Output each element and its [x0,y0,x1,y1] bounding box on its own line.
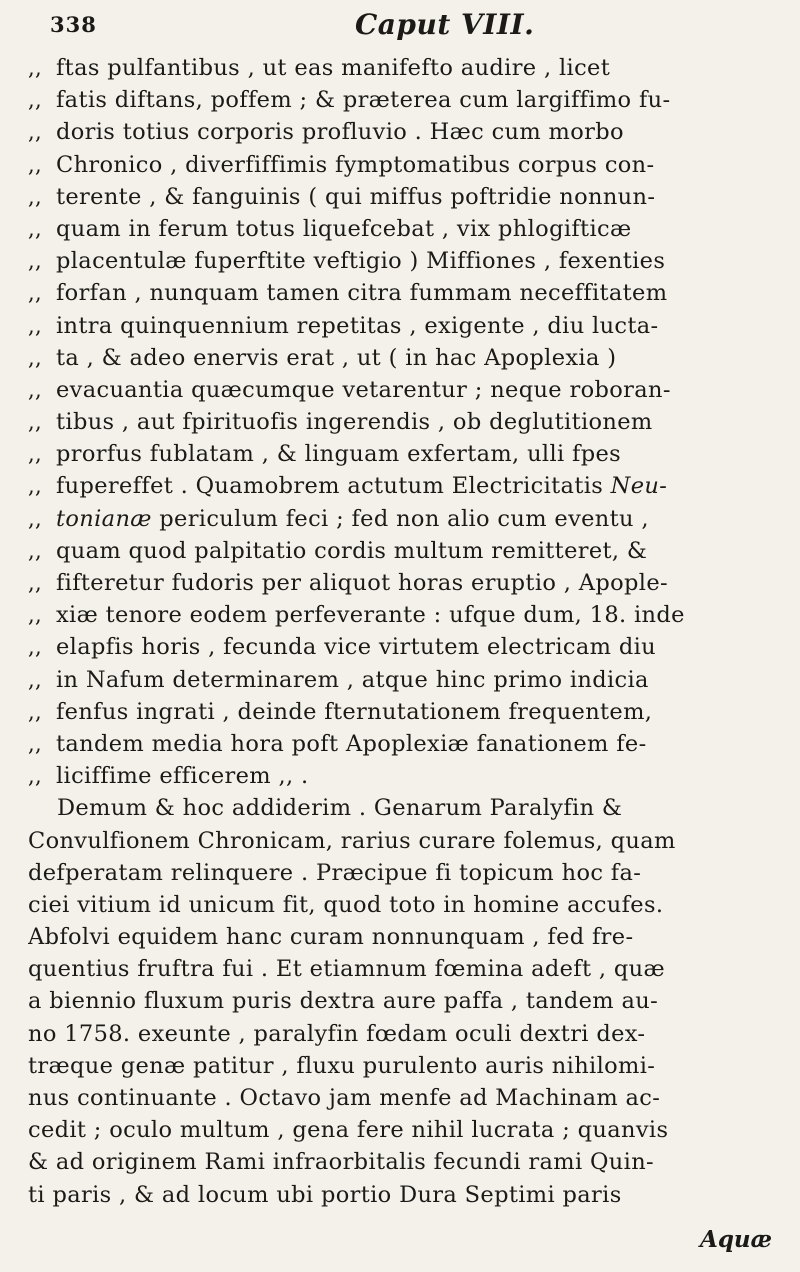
line-text: a biennio fluxum puris dextra aure paffa , tandem au- [28,988,659,1015]
text-line [28,535,768,567]
text-line [28,953,768,985]
text-line [28,149,768,181]
quote-mark: ,, [28,699,43,724]
line-text: liciffime efficerem ,, . [56,763,309,790]
line-text: forfan , nunquam tamen citra fummam neceffitatem [56,280,668,307]
text-line [28,631,768,663]
line-text: Chronico , diverfiffimis fymptomatibus corpus con- [56,151,655,178]
quote-mark: ,, [28,474,43,499]
line-text: tonianæ periculum feci ; fed non alio cum eventu , [56,505,649,532]
quote-mark: ,, [28,313,43,338]
line-text: elapfis horis , fecunda vice virtutem electricam diu [56,634,656,661]
line-text: Abfolvi equidem hanc curam nonnunquam , fed fre- [28,924,634,951]
text-line [28,728,768,760]
text-line [28,825,768,857]
text-line [28,760,768,792]
text-line [28,277,768,309]
line-text: no 1758. exeunte , paralyfin fœdam oculi dextri dex- [28,1020,646,1047]
text-line [28,84,768,116]
text-line [28,470,768,502]
quote-mark: ,, [28,603,43,628]
quote-mark: ,, [28,249,43,274]
page-number: 338 [50,12,97,37]
text-line [28,1018,768,1050]
page-header [40,8,760,42]
text-line [28,342,768,374]
text-line [28,567,768,599]
line-text: defperatam relinquere . Præcipue fi topicum hoc fa- [28,859,642,886]
text-line [28,406,768,438]
line-text: doris totius corporis profluvio . Hæc cum morbo [56,119,624,146]
text-line [28,792,768,824]
line-text: xiæ tenore eodem perfeverante : ufque dum, 18. inde [56,602,685,629]
line-text: ta , & adeo enervis erat , ut ( in hac Apoplexia ) [56,344,617,371]
quote-mark: ,, [28,635,43,660]
line-text: ftas pulfantibus , ut eas manifefto audire , licet [56,55,611,81]
line-text: Convulfionem Chronicam, rarius curare folemus, quam [28,827,676,854]
quote-mark: ,, [28,281,43,306]
quote-mark: ,, [28,571,43,595]
quote-mark: ,, [28,731,43,756]
quote-mark: ,, [28,442,43,467]
quote-mark: ,, [28,120,43,145]
line-text: terente , & fanguinis ( qui miffus poftridie nonnun- [56,183,656,210]
quote-mark: ,, [28,764,43,789]
line-text: evacuantia quæcumque vetarentur ; neque roboran- [56,376,671,403]
text-line [28,52,768,84]
line-text: fupereffet . Quamobrem actutum Electricitatis Neu- [56,473,668,500]
quote-mark: ,, [28,184,43,209]
text-line [28,213,768,245]
line-text: prorfus fublatam , & linguam exfertam, ulli fpes [56,441,622,468]
line-text: nus continuante . Octavo jam menfe ad Machinam ac- [28,1085,661,1111]
text-line [28,664,768,696]
text-line [28,1146,768,1178]
text-line [28,599,768,631]
line-text: quentius fruftra fui . Et etiamnum fœmina adeft , quæ [28,956,665,983]
quote-mark: ,, [28,377,43,402]
line-text: quam quod palpitatio cordis multum remitteret, & [56,537,648,564]
line-text: placentulæ fuperftite veftigio ) Miffiones , fexenties [56,248,666,275]
line-text: fenfus ingrati , deinde fternutationem frequentem, [56,698,653,725]
line-text: Demum & hoc addiderim . Genarum Paralyfin & [57,795,623,822]
text-line [28,857,768,889]
text-line [28,1082,768,1114]
text-line [28,503,768,535]
line-text: ti paris , & ad locum ubi portio Dura Septimi paris [28,1181,622,1208]
text-line [28,374,768,406]
quote-mark: ,, [28,345,43,370]
quote-mark: ,, [28,667,43,692]
text-line [28,921,768,953]
text-line [28,985,768,1017]
quote-mark: ,, [28,538,43,563]
text-line [28,438,768,470]
line-text: & ad originem Rami infraorbitalis fecundi rami Quin- [28,1149,654,1176]
quote-mark: ,, [28,410,43,435]
line-text: tibus , aut fpirituofis ingerendis , ob deglutitionem [56,409,653,436]
text-line [28,1179,768,1211]
text-line [28,310,768,342]
quote-mark: ,, [28,56,43,80]
line-text: in Nafum determinarem , atque hinc primo indicia [56,666,649,693]
line-text: ciei vitium id unicum fit, quod toto in homine accufes. [28,891,664,918]
catchword: Aquæ [700,1226,773,1253]
line-text: træque genæ patitur , fluxu purulento auris nihilomi- [28,1052,656,1079]
quote-mark: ,, [28,506,43,531]
running-head: Caput VIII. [355,8,535,41]
text-line [28,245,768,277]
line-text: quam in ferum totus liquefcebat , vix phlogifticæ [56,215,632,242]
body-text [28,52,768,1211]
text-line [28,181,768,213]
line-text: cedit ; oculo multum , gena fere nihil lucrata ; quanvis [28,1117,669,1144]
text-line [28,116,768,148]
line-text: fifteretur fudoris per aliquot horas eruptio , Apople- [56,570,668,596]
quote-mark: ,, [28,88,43,113]
text-line [28,1114,768,1146]
line-text: tandem media hora poft Apoplexiæ fanationem fe- [56,730,647,757]
text-line [28,696,768,728]
quote-mark: ,, [28,152,43,177]
text-line [28,889,768,921]
text-line [28,1050,768,1082]
quote-mark: ,, [28,216,43,241]
line-text: fatis diftans, poffem ; & præterea cum largiffimo fu- [56,87,671,114]
line-text: intra quinquennium repetitas , exigente , diu lucta- [56,312,659,339]
